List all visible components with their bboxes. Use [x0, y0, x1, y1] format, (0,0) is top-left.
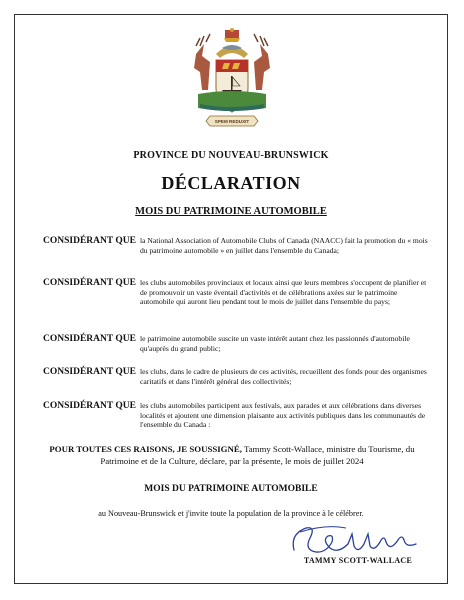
clause-label: CONSIDÉRANT QUE	[43, 278, 136, 288]
proclaimed-month: MOIS DU PATRIMOINE AUTOMOBILE	[144, 484, 318, 494]
clause-label: CONSIDÉRANT QUE	[43, 236, 136, 246]
clause-text: les clubs automobiles participent aux festivals, aux parades et aux célébrations dans diverses localités et ajoutent une dimension plaisante aux activités publiques dans les communautés de l'ensemble du Canada :	[140, 401, 426, 430]
signature	[286, 520, 424, 560]
clause-text: le patrimoine automobile suscite un vaste intérêt autant chez les passionnés d'automobile qu'auprès du grand public;	[140, 334, 410, 353]
invitation-text: au Nouveau-Brunswick et j'invite toute la population de la province à le célébrer.	[98, 509, 364, 518]
province-name: PROVINCE DU NOUVEAU-BRUNSWICK	[133, 150, 329, 161]
clause-label: CONSIDÉRANT QUE	[43, 367, 136, 377]
clause-label: CONSIDÉRANT QUE	[43, 401, 136, 411]
clause-label: CONSIDÉRANT QUE	[43, 334, 136, 344]
conclusion-body: Tammy Scott-Wallace, ministre du Tourisme, du Patrimoine et de la Culture, déclare, par la présente, le mois de juillet 2024	[100, 444, 415, 466]
signer-name: TAMMY SCOTT-WALLACE	[303, 556, 413, 565]
clause-text: la National Association of Automobile Clubs of Canada (NAACC) fait la promotion du « mois du patrimoine automobile » en juillet dans l'ensemble du Canada;	[140, 236, 428, 255]
conclusion-lead: POUR TOUTES CES RAISONS, JE SOUSSIGNÉ,	[49, 444, 242, 454]
clause-text: les clubs, dans le cadre de plusieurs de ces activités, recueillent des fonds pour des organismes caritatifs et dans l'intérêt général des collectivités;	[140, 367, 427, 386]
conclusion-paragraph	[30, 444, 434, 467]
document-subtitle: MOIS DU PATRIMOINE AUTOMOBILE	[135, 206, 327, 217]
document-title: DÉCLARATION	[161, 173, 301, 193]
clause-text: les clubs automobiles provinciaux et locaux ainsi que leurs membres s'occupent de planifier et de promouvoir un vaste éventail d'activités et de célébrations axées sur le patrimoine automobile qui auront lieu pendant tout le mois de juillet dans l'ensemble du pays;	[140, 278, 427, 307]
crest-motto: SPEM REDUXIT	[214, 119, 250, 124]
